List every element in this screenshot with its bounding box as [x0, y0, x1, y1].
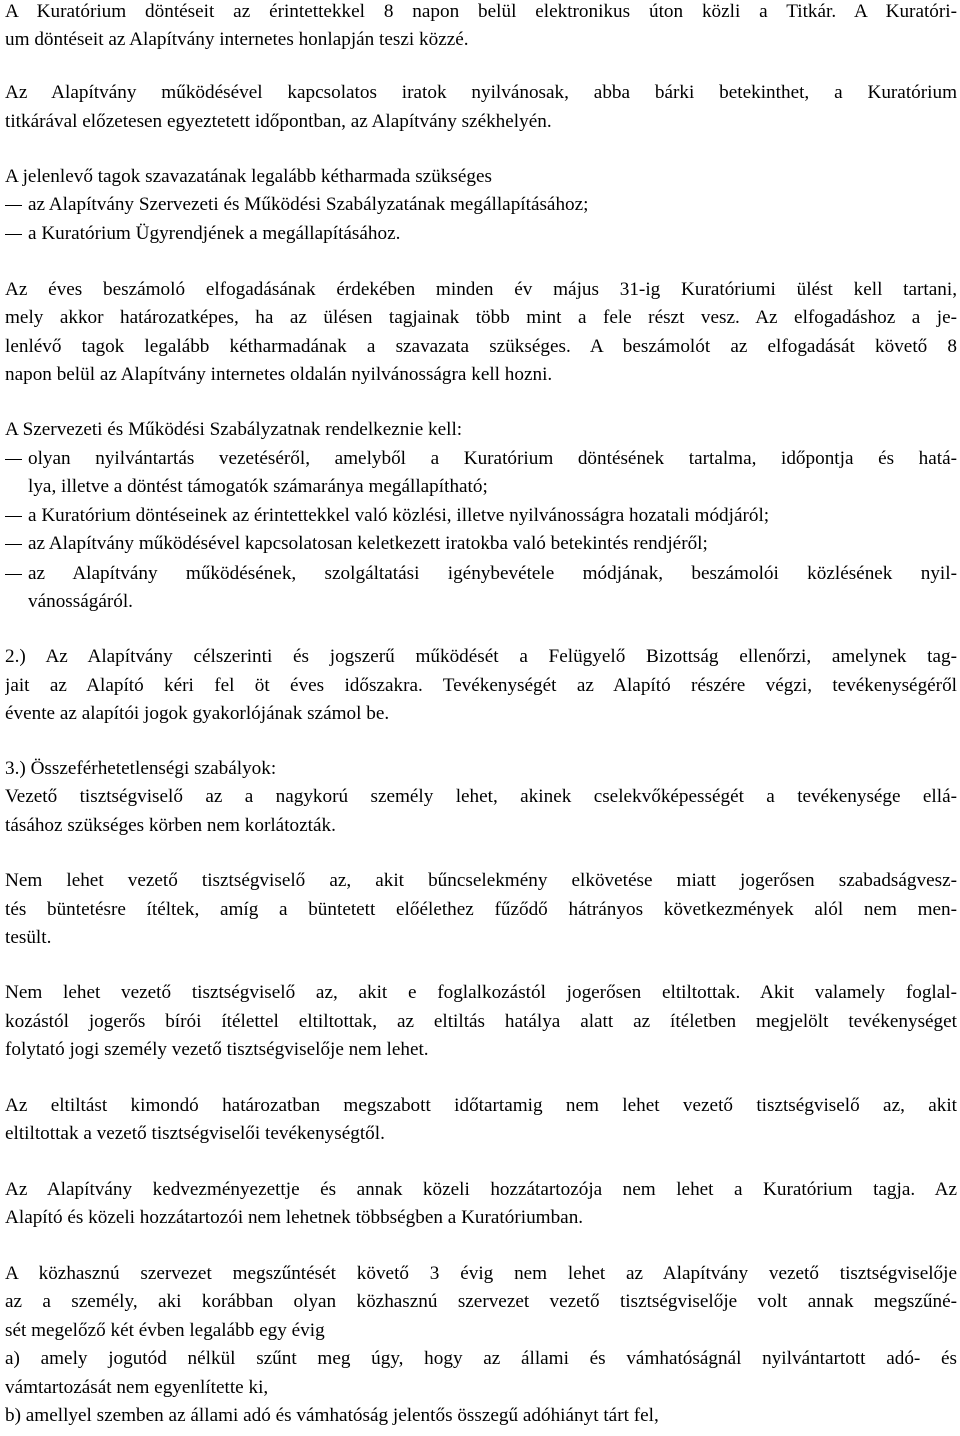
paragraph-line: eltiltottak a vezető tisztségviselői tevékenységtől. [5, 1123, 385, 1144]
list-item-continuation: vánosságáról. [28, 591, 133, 612]
paragraph-line: Nem lehet vezető tisztségviselő az, akit e foglalkozástól jogerősen eltiltottak. Akit valamely foglal- [5, 982, 957, 1003]
paragraph-line: Alapító és közeli hozzátartozói nem lehetnek többségben a Kuratóriumban. [5, 1207, 584, 1228]
dash-bullet-icon [5, 222, 22, 246]
paragraph-line: Az Alapítvány kedvezményezettje és annak közeli hozzátartozója nem lehet a Kuratórium tagja. Az [5, 1179, 957, 1200]
paragraph-line: jait az Alapító kéri fel öt éves időszakra. Tevékenységét az Alapító részére végzi, tevékenységéről [5, 675, 957, 696]
dash-bullet-icon [5, 504, 22, 528]
list-item: a Kuratórium döntéseinek az érintettekkel való közlési, illetve nyilvánosságra hozatali módjáról; [28, 505, 770, 526]
list-item: olyan nyilvántartás vezetéséről, amelyből a Kuratórium döntésének tartalma, időpontja és hatá- [28, 448, 957, 469]
dash-bullet-icon [5, 193, 22, 217]
paragraph-line: b) amellyel szemben az állami adó és vámhatóság jelentős összegű adóhiányt tárt fel, [5, 1405, 659, 1426]
paragraph-line: napon belül az Alapítvány internetes oldalán nyilvánosságra kell hozni. [5, 364, 553, 385]
paragraph-line: titkárával előzetesen egyeztetett időpontban, az Alapítvány székhelyén. [5, 111, 552, 132]
paragraph-line: kozástól jogerős bírói ítélettel eltiltottak, az eltiltás hatálya alatt az ítéletben megjelölt tevékenységet [5, 1011, 957, 1032]
paragraph-line: az a személy, aki korábban olyan közhasznú szervezet vezető tisztségviselője volt annak megszűné- [5, 1291, 957, 1312]
paragraph-line: A Szervezeti és Működési Szabályzatnak rendelkeznie kell: [5, 419, 463, 440]
paragraph-line: vámtartozását nem egyenlítette ki, [5, 1377, 269, 1398]
list-item-continuation: lya, illetve a döntést támogatók számaránya megállapítható; [28, 476, 488, 497]
paragraph-line: A jelenlevő tagok szavazatának legalább kétharmada szükséges [5, 166, 492, 187]
list-item: az Alapítvány Szervezeti és Működési Szabályzatának megállapításához; [28, 194, 589, 215]
paragraph-line: évente az alapítói jogok gyakorlójának számol be. [5, 703, 390, 724]
paragraph-line: tés büntetésre ítéltek, amíg a büntetett előélethez fűződő hátrányos következmények alól nem men- [5, 899, 957, 920]
paragraph-line: 2.) Az Alapítvány célszerinti és jogszerű működését a Felügyelő Bizottság ellenőrzi, amelynek tag- [5, 646, 957, 667]
paragraph-line: A közhasznú szervezet megszűntését követő 3 évig nem lehet az Alapítvány vezető tisztségviselője [5, 1263, 957, 1284]
list-item: az Alapítvány működésével kapcsolatosan keletkezett iratokba való betekintés rendjéről; [28, 533, 708, 554]
paragraph-line: A Kuratórium döntéseit az érintettekkel 8 napon belül elektronikus úton közli a Titkár. A Kuratóri- [5, 1, 957, 22]
paragraph-line: Az eltiltást kimondó határozatban megszabott időtartamig nem lehet vezető tisztségviselő az, akit [5, 1095, 957, 1116]
paragraph-line: folytató jogi személy vezető tisztségviselője nem lehet. [5, 1039, 429, 1060]
dash-bullet-icon [5, 532, 22, 556]
paragraph-line: Nem lehet vezető tisztségviselő az, akit bűncselekmény elkövetése miatt jogerősen szabadságvesz- [5, 870, 957, 891]
dash-bullet-icon [5, 562, 22, 586]
paragraph-line: lenlévő tagok legalább kétharmadának a szavazata szükséges. A beszámolót az elfogadását követő 8 [5, 336, 957, 357]
dash-bullet-icon [5, 447, 22, 471]
paragraph-line: tesült. [5, 927, 52, 948]
paragraph-line: um döntéseit az Alapítvány internetes honlapján teszi közzé. [5, 29, 469, 50]
paragraph-line: Az Alapítvány működésével kapcsolatos iratok nyilvánosak, abba bárki betekinthet, a Kuratórium [5, 82, 957, 103]
paragraph-line: tásához szükséges körben nem korlátozták. [5, 815, 336, 836]
paragraph-line: Az éves beszámoló elfogadásának érdekében minden év május 31-ig Kuratóriumi ülést kell tartani, [5, 279, 957, 300]
paragraph-line: a) amely jogutód nélkül szűnt meg úgy, hogy az állami és vámhatóságnál nyilvántartott adó- és [5, 1348, 957, 1369]
paragraph-line: Vezető tisztségviselő az a nagykorú személy lehet, akinek cselekvőképességét a tevékenysége ellá- [5, 786, 957, 807]
paragraph-line: mely akkor határozatképes, ha az ülésen tagjainak több mint a fele részt vesz. Az elfogadáshoz a je- [5, 307, 957, 328]
list-item: a Kuratórium Ügyrendjének a megállapításához. [28, 223, 401, 244]
section-heading: 3.) Összeférhetetlenségi szabályok: [5, 758, 277, 779]
list-item: az Alapítvány működésének, szolgáltatási igénybevétele módjának, beszámolói közlésének nyil- [28, 563, 957, 584]
paragraph-line: sét megelőző két évben legalább egy évig [5, 1320, 325, 1341]
